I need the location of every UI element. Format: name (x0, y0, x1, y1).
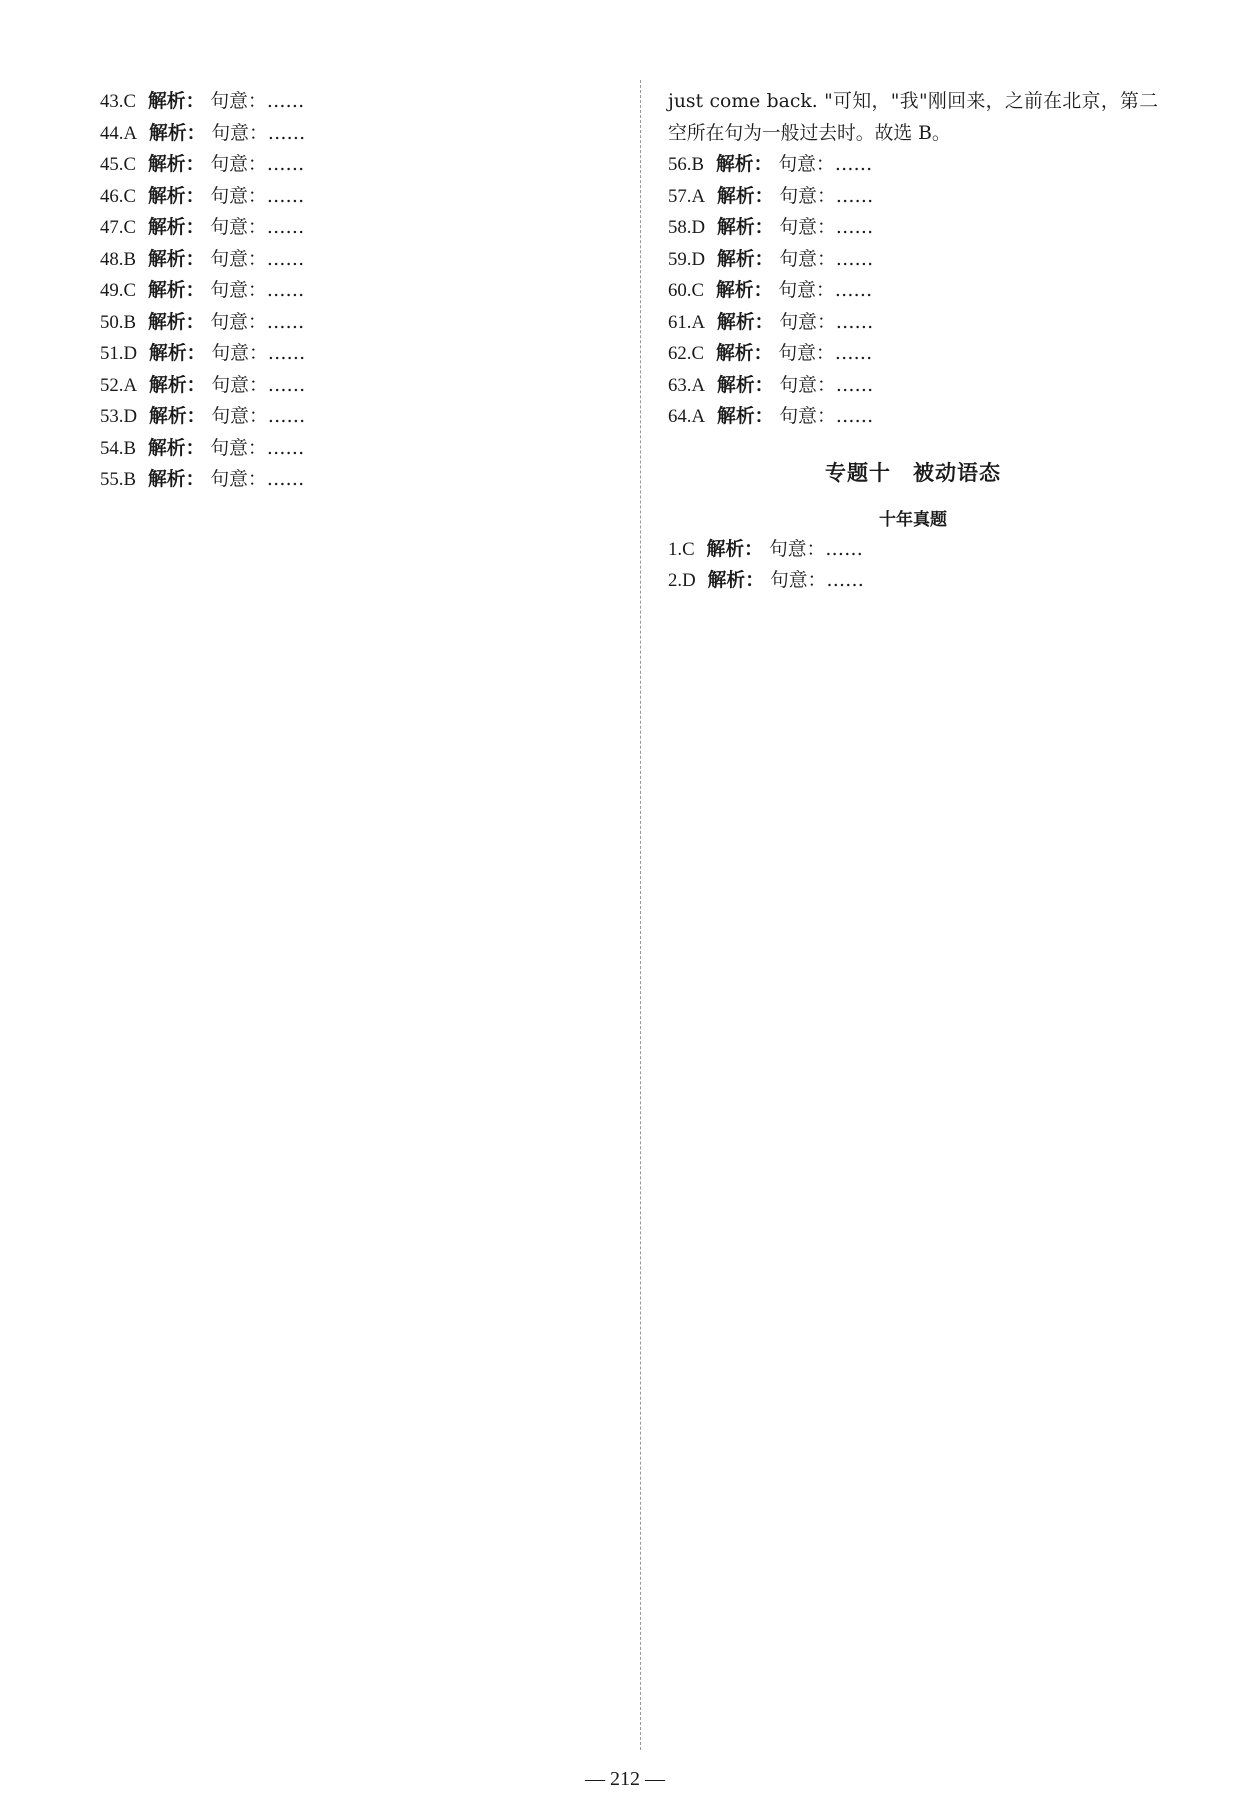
answer-entry (668, 149, 1158, 181)
sub-title: 十年真题 (879, 509, 947, 530)
right-answer-list (668, 149, 1158, 433)
answer-entry (100, 433, 640, 465)
analysis-label: 解析： (148, 90, 205, 112)
analysis-label: 解析： (148, 216, 205, 238)
analysis-label: 解析： (148, 153, 205, 175)
answer-entry (668, 244, 1158, 276)
analysis-text: 句意：…… (779, 248, 874, 270)
analysis-text: 句意：…… (211, 406, 306, 427)
question-number: 1.C (668, 538, 695, 560)
analysis-label: 解析： (148, 247, 205, 270)
section-answer-list (668, 534, 1158, 597)
analysis-text: 句意：…… (210, 311, 305, 333)
question-number: 49.C (100, 280, 137, 301)
analysis-text: 句意：…… (779, 406, 874, 427)
analysis-label: 解析： (717, 373, 774, 396)
analysis-label: 解析： (148, 279, 205, 301)
answer-entry (100, 338, 640, 370)
question-number: 62.C (668, 343, 705, 364)
answer-entry (668, 275, 1158, 307)
question-number: 64.A (668, 406, 706, 427)
answer-entry (100, 212, 640, 244)
analysis-label: 解析： (717, 184, 774, 207)
question-number: 2.D (668, 570, 696, 591)
analysis-label: 解析： (707, 569, 764, 591)
question-number: 45.C (100, 154, 137, 175)
analysis-label: 解析： (717, 247, 774, 270)
answer-entry (100, 370, 640, 402)
analysis-label: 解析： (149, 405, 206, 427)
analysis-text: 句意：…… (210, 469, 305, 490)
left-column (100, 86, 640, 496)
analysis-label: 解析： (716, 279, 773, 301)
analysis-text: 句意：…… (778, 343, 873, 364)
analysis-text: 句意：…… (210, 437, 305, 459)
analysis-text: 句意：…… (778, 154, 873, 175)
question-number: 50.B (100, 311, 137, 333)
analysis-label: 解析： (717, 405, 774, 427)
analysis-text: 句意：…… (210, 280, 305, 301)
analysis-text: 句意：…… (778, 280, 873, 301)
answer-entry (100, 244, 640, 276)
analysis-label: 解析： (149, 373, 206, 396)
answer-entry (668, 534, 1158, 566)
question-number: 54.B (100, 437, 137, 459)
analysis-text: 句意：…… (779, 374, 874, 396)
question-number: 63.A (668, 374, 706, 396)
question-number: 53.D (100, 406, 138, 427)
answer-entry (100, 118, 640, 150)
question-number: 58.D (668, 217, 706, 238)
answer-entry (100, 464, 640, 496)
answer-entry (668, 565, 1158, 597)
analysis-label: 解析： (148, 436, 205, 459)
question-number: 46.C (100, 185, 137, 207)
answer-entry (668, 307, 1158, 339)
section-title: 专题十 被动语态 (825, 459, 1001, 485)
analysis-label: 解析： (716, 153, 773, 175)
question-number: 60.C (668, 280, 705, 301)
column-divider (640, 80, 641, 1750)
analysis-label: 解析： (149, 121, 206, 144)
answer-entry (100, 149, 640, 181)
analysis-text: 句意：…… (211, 122, 306, 144)
analysis-label: 解析： (148, 468, 205, 490)
analysis-text: 句意：…… (210, 154, 305, 175)
question-number: 52.A (100, 374, 138, 396)
question-number: 57.A (668, 185, 706, 207)
analysis-label: 解析： (717, 216, 774, 238)
answer-entry (100, 181, 640, 213)
answer-entry (668, 181, 1158, 213)
answer-entry (100, 275, 640, 307)
analysis-label: 解析： (148, 310, 205, 333)
analysis-text: 句意：…… (211, 374, 306, 396)
question-number: 43.C (100, 91, 137, 112)
question-number: 61.A (668, 311, 706, 333)
question-number: 44.A (100, 122, 138, 144)
continued-answer: just come back. "可知，"我"刚回来，之前在北京，第二空所在句为一般过去时。故选 B。 (668, 91, 1158, 144)
answer-entry (668, 401, 1158, 433)
question-number: 48.B (100, 248, 137, 270)
analysis-text: 句意：…… (210, 217, 305, 238)
analysis-text: 句意：…… (210, 248, 305, 270)
analysis-text: 句意：…… (211, 343, 306, 364)
analysis-label: 解析： (148, 184, 205, 207)
analysis-label: 解析： (149, 342, 206, 364)
analysis-text: 句意：…… (770, 570, 864, 591)
analysis-text: 句意：…… (779, 311, 874, 333)
question-number: 59.D (668, 248, 706, 270)
answer-entry (668, 370, 1158, 402)
right-column (668, 86, 1158, 597)
answer-entry (668, 338, 1158, 370)
question-number: 55.B (100, 469, 137, 490)
question-number: 51.D (100, 343, 138, 364)
analysis-label: 解析： (716, 342, 773, 364)
page-number: — 212 — (585, 1768, 665, 1790)
analysis-label: 解析： (717, 310, 774, 333)
answer-entry (668, 212, 1158, 244)
analysis-text: 句意：…… (210, 91, 305, 112)
question-number: 47.C (100, 217, 137, 238)
analysis-text: 句意：…… (768, 538, 863, 560)
question-number: 56.B (668, 154, 705, 175)
answer-entry (100, 86, 640, 118)
answer-entry (100, 401, 640, 433)
analysis-text: 句意：…… (210, 185, 305, 207)
analysis-text: 句意：…… (779, 217, 874, 238)
answer-entry (100, 307, 640, 339)
analysis-label: 解析： (706, 537, 763, 560)
analysis-text: 句意：…… (779, 185, 874, 207)
